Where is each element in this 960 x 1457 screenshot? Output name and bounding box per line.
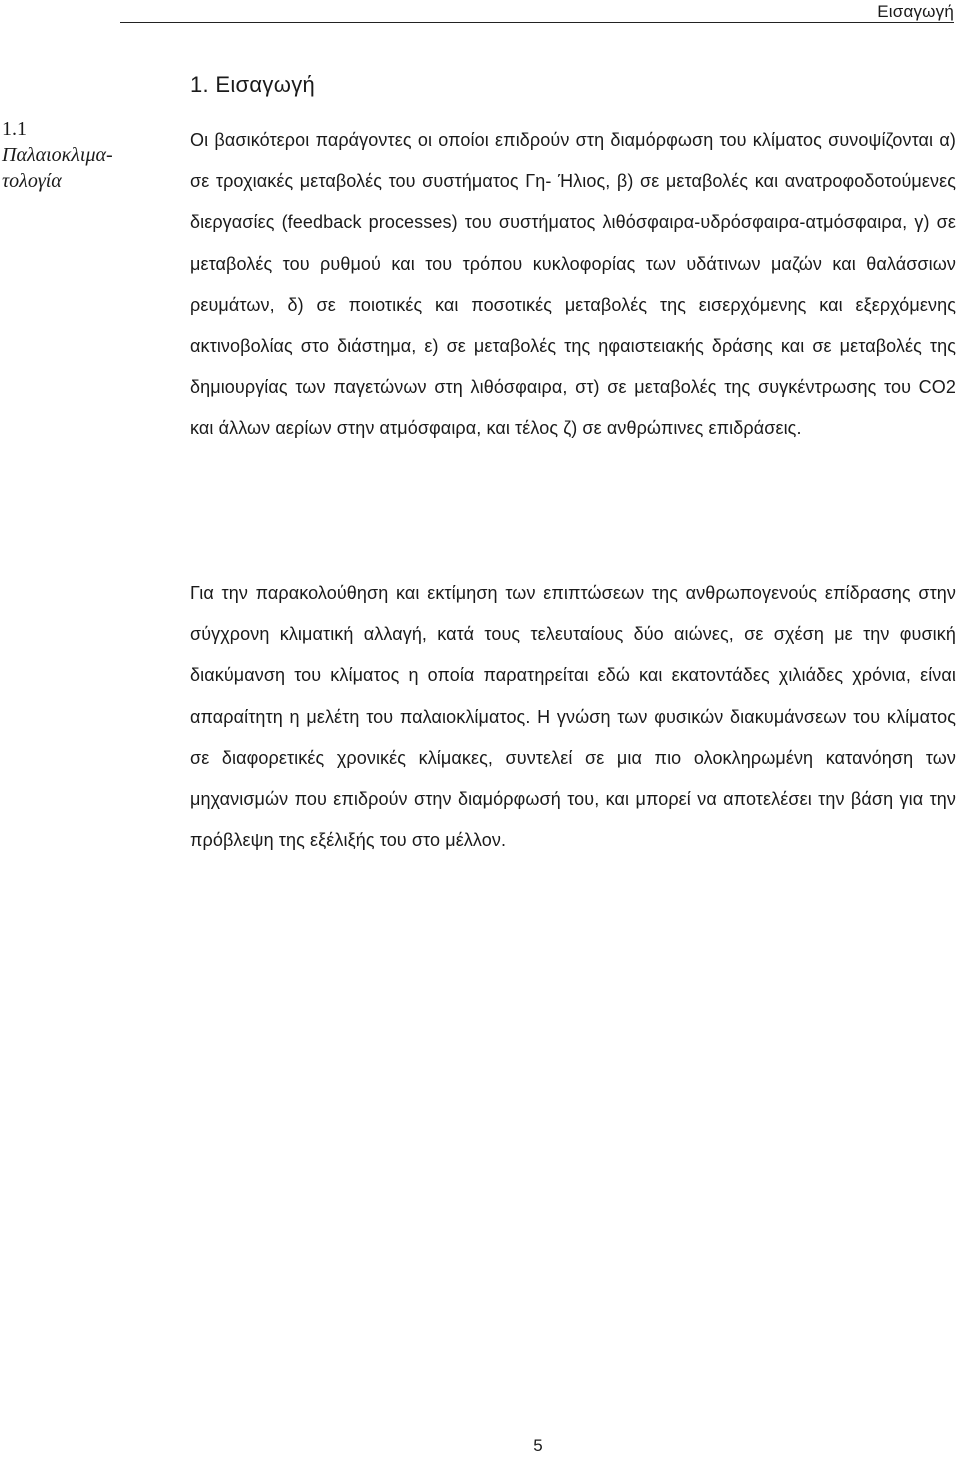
chapter-title: 1. Εισαγωγή <box>190 72 316 97</box>
running-header <box>120 2 954 23</box>
paragraph-paleoclimate-study: Για την παρακολούθηση και εκτίμηση των επιπτώσεων της ανθρωπογενούς επίδρασης στην σύγχρονη κλιματική αλλαγή, κατά τους τελευταίους δύο αιώνες, σε σχέση με την φυσική διακύμανση του κλίματος η οποία παρατηρείται εδώ και εκατοντάδες χιλιάδες χρόνια, είναι απαραίτητη η μελέτη του παλαιοκλίματος. Η γνώση των φυσικών διακυμάνσεων του κλίματος σε διαφορετικές χρονικές κλίμακες, συντελεί σε μια πιο ολοκληρωμένη κατανόηση των μηχανισμών που επιδρούν στην διαμόρφωσή του, και μπορεί να αποτελέσει την βάση για την πρόβλεψη της εξέλιξής του στο μέλλον. <box>190 583 956 851</box>
margin-note <box>2 116 152 194</box>
section-number: 1.1 <box>2 118 27 140</box>
paragraph-climate-factors: Οι βασικότεροι παράγοντες οι οποίοι επιδρούν στη διαμόρφωση του κλίματος συνοψίζονται α) σε τροχιακές μεταβολές του συστήματος Γη- Ήλιος, β) σε μεταβολές και ανατροφοδοτούμενες διεργασίες (feedback processes) του συστήματος λιθόσφαιρα-υδρόσφαιρα-ατμόσφαιρα, γ) σε μεταβολές του ρυθμού και του τρόπου κυκλοφορίας των υδάτινων μαζών και θαλάσσιων ρευμάτων, δ) σε ποιοτικές και ποσοτικές μεταβολές της εισερχόμενης και εξερχόμενης ακτινοβολίας στο διάστημα, ε) σε μεταβολές της ηφαιστειακής δράσης και σε μεταβολές της δημιουργίας των παγετώνων στη λιθόσφαιρα, στ) σε μεταβολές της συγκέντρωσης του CO2 και άλλων αερίων στην ατμόσφαιρα, και τέλος ζ) σε ανθρώπινες επιδράσεις. <box>190 130 956 439</box>
running-header-title: Εισαγωγή <box>877 2 954 21</box>
page-number: 5 <box>533 1436 543 1455</box>
section-caption: Παλαιοκλιμα-τολογία <box>2 144 113 192</box>
